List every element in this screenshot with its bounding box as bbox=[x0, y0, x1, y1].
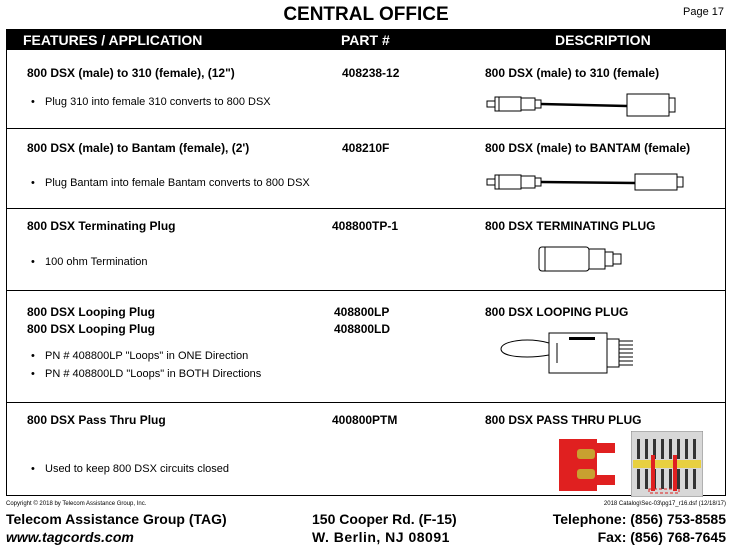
feature-label: 800 DSX Terminating Plug bbox=[27, 219, 176, 233]
description-label: 800 DSX PASS THRU PLUG bbox=[485, 413, 642, 427]
bullet-item: • Plug 310 into female 310 converts to 800 DSX bbox=[45, 96, 271, 108]
dsx-to-310-cable-image bbox=[485, 88, 685, 122]
feature-label: 800 DSX (male) to Bantam (female), (2') bbox=[27, 141, 250, 155]
table-row bbox=[7, 50, 725, 128]
looping-plug-image bbox=[497, 329, 637, 377]
website-link[interactable]: www.tagcords.com bbox=[6, 529, 134, 545]
page-number: Page 17 bbox=[683, 6, 724, 18]
description-label: 800 DSX LOOPING PLUG bbox=[485, 305, 629, 319]
table-header bbox=[7, 30, 725, 50]
company-name: Telecom Assistance Group (TAG) bbox=[6, 511, 227, 527]
part-number-2: 408800LD bbox=[334, 322, 391, 336]
header-part: PART # bbox=[341, 32, 390, 48]
table-row bbox=[7, 290, 725, 402]
feature-label: 800 DSX (male) to 310 (female), (12") bbox=[27, 66, 235, 80]
feature-label-2: 800 DSX Looping Plug bbox=[27, 322, 156, 336]
feature-label: 800 DSX Pass Thru Plug bbox=[27, 413, 166, 427]
address-line-2: W. Berlin, NJ 08091 bbox=[312, 529, 450, 545]
bullet-item: • Used to keep 800 DSX circuits closed bbox=[45, 463, 229, 475]
pass-thru-panel-image bbox=[631, 431, 703, 497]
address-line-1: 150 Cooper Rd. (F-15) bbox=[312, 511, 457, 527]
catalog-table bbox=[6, 29, 726, 496]
bullet-item: • PN # 408800LP "Loops" in ONE Direction bbox=[45, 350, 248, 362]
description-label: 800 DSX (male) to 310 (female) bbox=[485, 66, 660, 80]
bullet-item: • PN # 408800LD "Loops" in BOTH Directions bbox=[45, 368, 261, 380]
copyright-notice: Copyright © 2018 by Telecom Assistance Group, Inc. bbox=[6, 501, 147, 507]
description-label: 800 DSX TERMINATING PLUG bbox=[485, 219, 656, 233]
dsx-to-bantam-cable-image bbox=[485, 169, 690, 197]
header-description: DESCRIPTION bbox=[555, 32, 651, 48]
feature-label: 800 DSX Looping Plug bbox=[27, 305, 156, 319]
bullet-item: • 100 ohm Termination bbox=[45, 256, 148, 268]
header-features: FEATURES / APPLICATION bbox=[23, 32, 203, 48]
table-row bbox=[7, 208, 725, 290]
bullet-item: • Plug Bantam into female Bantam converts to 800 DSX bbox=[45, 177, 310, 189]
table-row bbox=[7, 128, 725, 208]
pass-thru-plug-image bbox=[555, 433, 625, 495]
telephone-number: Telephone: (856) 753-8585 bbox=[552, 511, 726, 527]
part-number: 408238-12 bbox=[342, 66, 400, 80]
part-number: 400800PTM bbox=[332, 413, 398, 427]
table-row bbox=[7, 402, 725, 497]
part-number: 408800LP bbox=[334, 305, 390, 319]
fax-number: Fax: (856) 768-7645 bbox=[597, 529, 726, 545]
terminating-plug-image bbox=[537, 243, 627, 275]
part-number: 408210F bbox=[342, 141, 390, 155]
part-number: 408800TP-1 bbox=[332, 219, 399, 233]
file-reference: 2018 Catalog\Sec-03\pg17_r16.dsf (12/18/17) bbox=[603, 501, 726, 507]
page-title: CENTRAL OFFICE bbox=[283, 4, 449, 25]
description-label: 800 DSX (male) to BANTAM (female) bbox=[485, 141, 691, 155]
